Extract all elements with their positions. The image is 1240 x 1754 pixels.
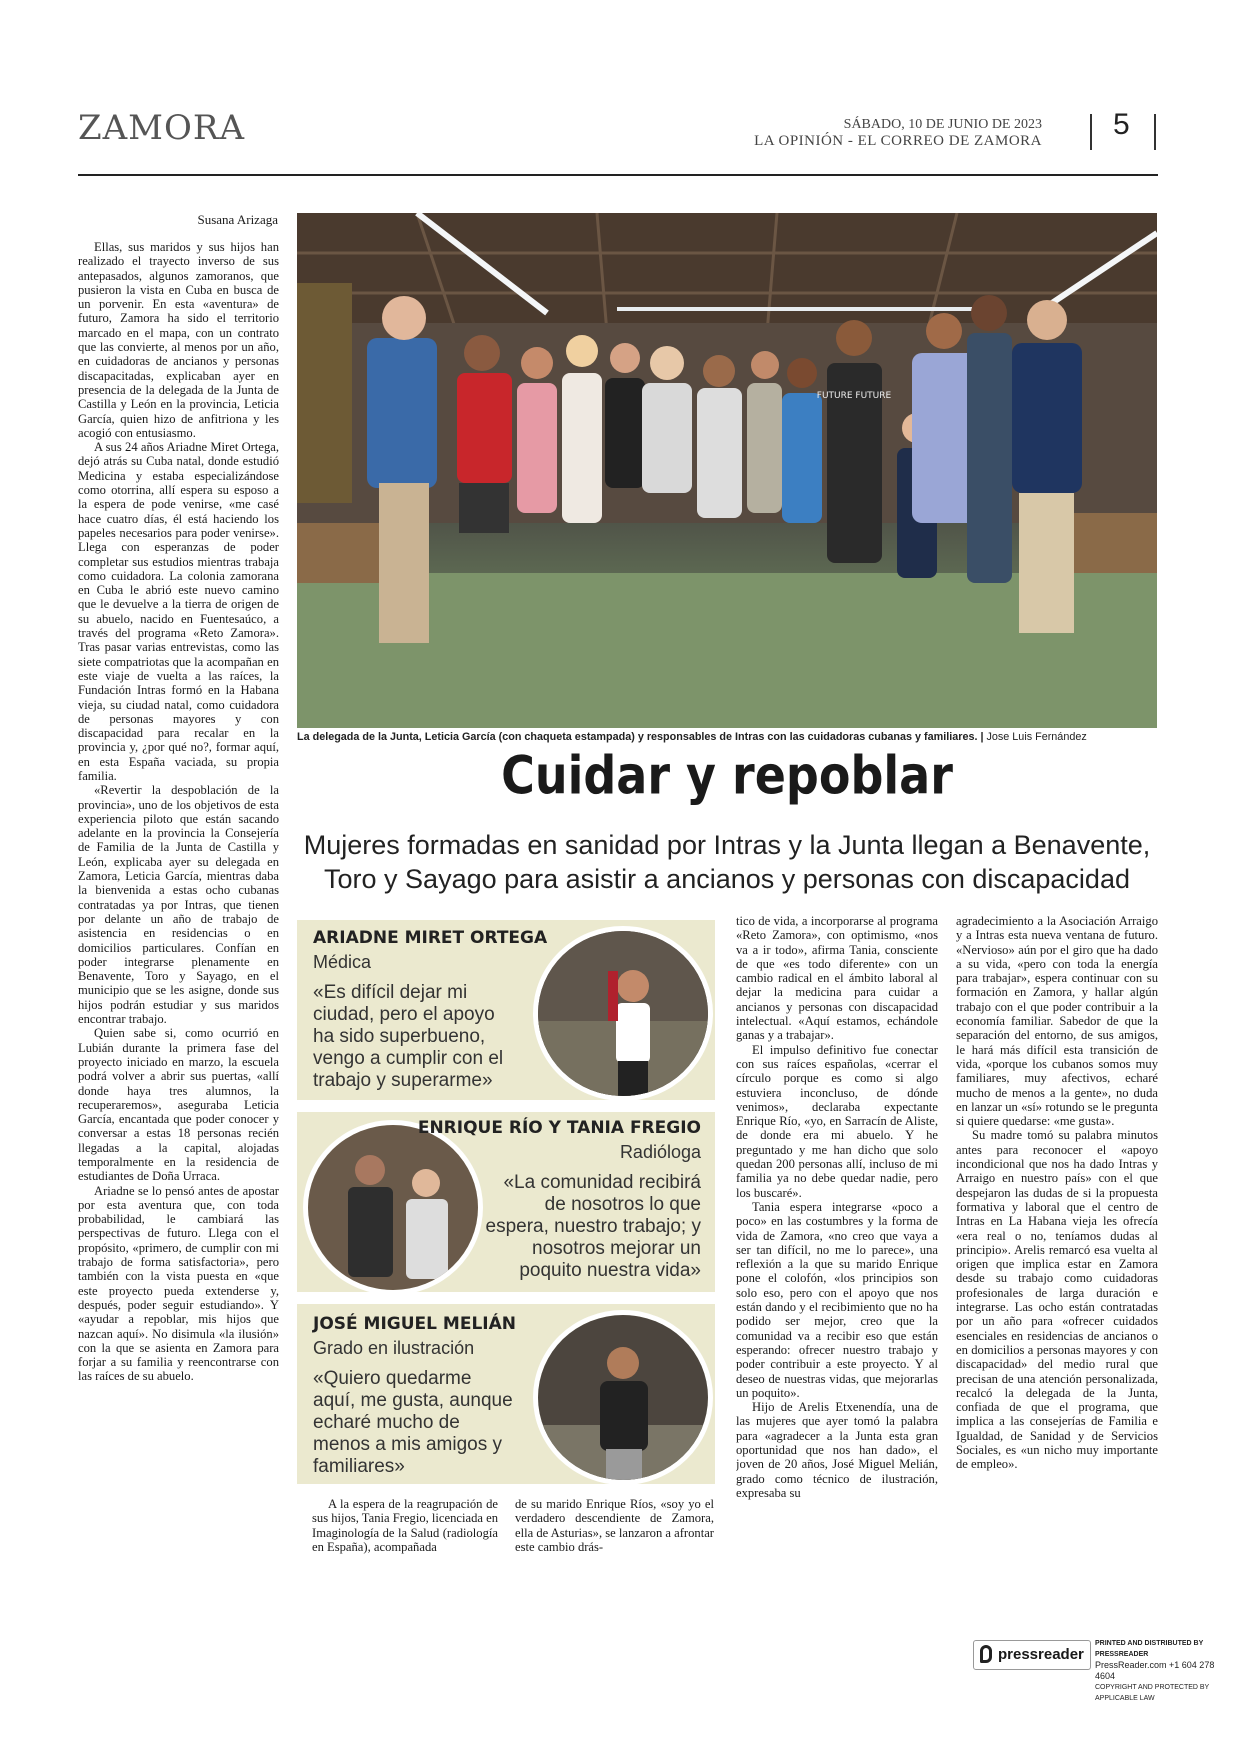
portrait-illustration	[538, 931, 708, 1096]
photo-credit: Jose Luis Fernández	[986, 731, 1087, 743]
caption-text: La delegada de la Junta, Leticia García (con chaqueta estampada) y responsables de Intras con las cuidadoras cubanas y familiares.	[297, 731, 978, 743]
paragraph: Ariadne se lo pensó antes de apostar por esta aventura que, con toda probabilidad, le cambiará las perspectivas de futuro. Llega con el propósito, «primero, de cumplir con mi trabajo de forma satisfactoria», pero también con la vista puesta en «que este proyecto pueda extenderse y, después, poder seguir estudiando». Y «ayudar a repoblar, mis hijos que nazcan aquí». No disimula «la ilusión» con la que se asienta en Zamora para forjar a su familia y reencontrarse con las raíces de su abuelo.	[78, 1183, 279, 1384]
headline: Cuidar y repoblar	[501, 743, 953, 807]
paragraph: A sus 24 años Ariadne Miret Ortega, dejó atrás su Cuba natal, donde estudió Medicina y estaba especializándose como otorrina, allí espera su esposo a la espera de pode venirse, «me casé hace cuatro días, él está haciendo los papeles necesarios para poder venirse». Llega con esperanzas de poder completar sus estudios mientras trabaja como cuidadora. La colonia zamorana en Cuba le abrió este nuevo camino que le devuelve a la tierra de origen de su abuelo, nacido en Fuentesaúco, a través del programa «Reto Zamora». Tras pasar varias entrevistas, como las siete compatriotas que la acompañan en este viaje de vuelta a las raíces, la Fundación Intras formó en la Habana vieja, su ciudad natal, como cuidadora de personas mayores y con discapacidad para recalar en la provincia y, ¿por qué no?, formar aquí, en esta España vaciada, su propia familia.	[78, 440, 279, 783]
profile-name: ENRIQUE RÍO Y TANIA FREGIO	[417, 1118, 701, 1138]
pressreader-icon	[980, 1645, 992, 1663]
subhead-line: Toro y Sayago para asistir a ancianos y personas con discapacidad	[324, 864, 1130, 894]
paragraph: Ellas, sus maridos y sus hijos han realizado el trayecto inverso de sus antepasados, algunos zamoranos, que pusieron la vista en Cuba en busca de un porvenir. En esta «aventura» de futuro, Zamora ha sido el territorio marcado en el mapa, con un contrato que las convierte, al menos por un año, en cuidadoras de ancianos y personas discapacitadas, explicaban ayer en presencia de la delegada de la Junta de Castilla y León en la provincia, Leticia García, quien hizo de anfitriona y les acogió con entusiasmo.	[78, 240, 279, 440]
profile-name: JOSÉ MIGUEL MELIÁN	[313, 1314, 516, 1334]
pressreader-text	[1095, 1638, 1235, 1704]
profile-box-jose-miguel	[297, 1304, 715, 1484]
enrique-tania-photo	[303, 1120, 483, 1295]
subhead-line: Mujeres formadas en sanidad por Intras y la Junta llegan a Benavente,	[303, 830, 1151, 860]
photo-caption: La delegada de la Junta, Leticia García (con chaqueta estampada) y responsables de Intras con las cuidadoras cubanas y familiares. | Jose Luis Fernández	[297, 731, 1087, 743]
publication-name: LA OPINIÓN - EL CORREO DE ZAMORA	[754, 133, 1042, 149]
group-photo	[297, 213, 1157, 728]
ariadne-photo	[533, 926, 713, 1101]
pressreader-line: PRINTED AND DISTRIBUTED BY PRESSREADER	[1095, 1640, 1204, 1658]
profile-role: Grado en ilustración	[313, 1338, 475, 1358]
profile-role: Médica	[313, 952, 372, 972]
dateline	[754, 116, 1042, 150]
portrait-illustration	[538, 1315, 708, 1480]
profile-box-ariadne	[297, 920, 715, 1100]
paragraph: Tania espera integrarse «poco a poco» en las costumbres y la forma de vida de Zamora, «no creo que vaya a ser tan difícil, no me lo parece», una reflexión a la que su marido Enrique pone el colofón, «los principios son solo eso, pero con el apoyo que nos están dando y el recibimiento que no ha podido ser mejor, creo que la comunidad va a recibir eso que están esperando: ofrecer nuestro trabajo y poder contribuir a este proyecto. Y al deseo de nuestras vidas, que mejorarlas un poquito».	[736, 1199, 938, 1400]
pressreader-brand: pressreader	[998, 1646, 1084, 1663]
article-column-1	[78, 240, 279, 1570]
header-divider	[1090, 114, 1092, 150]
issue-date: SÁBADO, 10 DE JUNIO DE 2023	[843, 117, 1042, 132]
paragraph: Hijo de Arelis Etxenendía, una de las mujeres que ayer tomó la palabra para «agradecer a la Junta esta gran oportunidad que nos han dado», el joven de 20 años, José Miguel Melián, grado como técnico de ilustración, expresaba su	[736, 1400, 938, 1500]
article-column-4	[736, 914, 938, 1570]
byline: Susana Arizaga	[197, 212, 278, 227]
article-column-3	[515, 1497, 714, 1554]
profile-box-enrique-tania	[297, 1112, 715, 1292]
pressreader-logo-box	[973, 1640, 1091, 1670]
article-column-5	[956, 914, 1158, 1570]
paragraph: tico de vida, a incorporarse al programa «Reto Zamora», con optimismo, «nos va a ir todo», afirma Tania, consciente de que «es todo diferente» con un cambio radical en el ámbito laboral al dejar la medicina para cuidar a ancianos y personas con discapacidad intelectual. «Aquí estamos, echándole ganas y a trabajar».	[736, 914, 938, 1043]
shirt-print: FUTURE FUTURE	[816, 391, 892, 401]
article-column-2	[312, 1497, 498, 1554]
paragraph: «Revertir la despoblación de la provincia», uno de los objetivos de esta experiencia piloto que están sacando adelante en la provincia la Consejería de Familia de la Junta de Castilla y León, explicaba ayer su delegada en Zamora, Leticia García, mientras daba la bienvenida a estas ocho cubanas contratadas ya por Intras, que tienen por delante un año de trabajo de asistencia en residencias o en domicilios particulares. Confían en poder integrarse plenamente en Benavente, Toro y Sayago, en el municipio que se les asigne, donde sus hijos podrán estudiar y sus maridos encontrar trabajo.	[78, 783, 279, 1027]
paragraph: de su marido Enrique Ríos, «soy yo el verdadero descendiente de Zamora, ella de Asturias», se lanzaron a afrontar este cambio drás-	[515, 1497, 714, 1554]
profile-role: Radióloga	[619, 1142, 701, 1162]
pressreader-line: PressReader.com +1 604 278 4604	[1095, 1660, 1215, 1681]
profile-name: ARIADNE MIRET ORTEGA	[313, 928, 548, 948]
header-rule	[78, 174, 1158, 176]
paragraph: agradecimiento a la Asociación Arraigo y a Intras esta nueva ventana de futuro. «Nervioso» aún por el giro que ha dado a su vida, «pero con toda la energía para trabajar», espera continuar con su formación en Zamora, y hallar algún trabajo con el que poder contribuir a la economía familiar. Sabedor de que la separación del entorno, de sus amigos, le hará más difícil esta transición de vida, «porque los cubanos somos muy familiares, muy afectivos, echaré mucho de menos a la gente», no duda en lanzar un «sí» rotundo se le pregunta si quiere quedarse: «me gusta».	[956, 914, 1158, 1129]
profile-quote: «Quiero quedarme aquí, me gusta, aunque echaré mucho de menos a mis amigos y familiares»	[313, 1368, 513, 1477]
pressreader-stamp	[973, 1638, 1235, 1702]
portrait-illustration	[308, 1125, 478, 1290]
profile-quote: «La comunidad recibirá de nosotros lo que espera, nuestro trabajo; y nosotros mejorar un poquito nuestra vida»	[485, 1172, 701, 1281]
header-divider-right	[1154, 114, 1156, 150]
paragraph: Quien sabe si, como ocurrió en Lubián durante la primera fase del proyecto iniciado en marzo, la escuela podrá volver a abrir sus puertas, «allí donde haya tres alumnos, la recuperaremos», aseguraba Leticia García, encantada que poder conocer y conversar a estas 18 personas recién llegadas a la capital, alojadas temporalmente en la residencia de estudiantes de Doña Urraca.	[78, 1026, 279, 1184]
page-number: 5	[1113, 108, 1130, 141]
section-title: ZAMORA	[78, 108, 246, 148]
paragraph: A la espera de la reagrupación de sus hijos, Tania Fregio, licenciada en Imaginología de la Salud (radiología en España), acompañada	[312, 1497, 498, 1554]
profile-quote: «Es difícil dejar mi ciudad, pero el apoyo ha sido superbueno, vengo a cumplir con el trabajo y superarme»	[313, 982, 504, 1091]
group-photo-illustration	[297, 213, 1157, 728]
paragraph: El impulso definitivo fue conectar con sus raíces españolas, «cerrar el círculo porque es como si algo estuviera inconcluso, de dónde venimos», declaraba expectante Enrique Río, «yo, en Sarracín de Aliste, de donde era mi abuelo. Y he preguntado y me han dicho que solo quedan 200 personas allí, incluso de mi familia ya no debe quedar nadie, pero los buscaré».	[736, 1042, 938, 1200]
jose-miguel-photo	[533, 1310, 713, 1485]
subheadline	[297, 828, 1157, 896]
pressreader-line: COPYRIGHT AND PROTECTED BY APPLICABLE LAW	[1095, 1684, 1210, 1702]
paragraph: Su madre tomó su palabra minutos antes para reconocer el «apoyo incondicional que nos ha dado Intras y Arraigo en nuestro país» con el que despejaron las dudas de si la propuesta formativa y laboral que el centro de Intras en La Habana vieja les ofrecía «era real o no, teníamos dudas al principio». Arelis remarcó esa vuelta al origen que implica estar en Zamora desde su trabajo como cuidadoras profesionales de larga duración e integrarse. Las ocho están contratadas por un año para «ofrecer cuidados esenciales en residencias de ancianos o en domicilios a personas mayores y con discapacidad» del medio rural que precisan de una atención personalizada, recalcó la delegada de la Junta, confiada de que el programa, que implica a las consejerías de Familia e Igualdad, de Sanidad y de Servicios Sociales, es «un nicho muy importante de empleo».	[956, 1128, 1158, 1472]
